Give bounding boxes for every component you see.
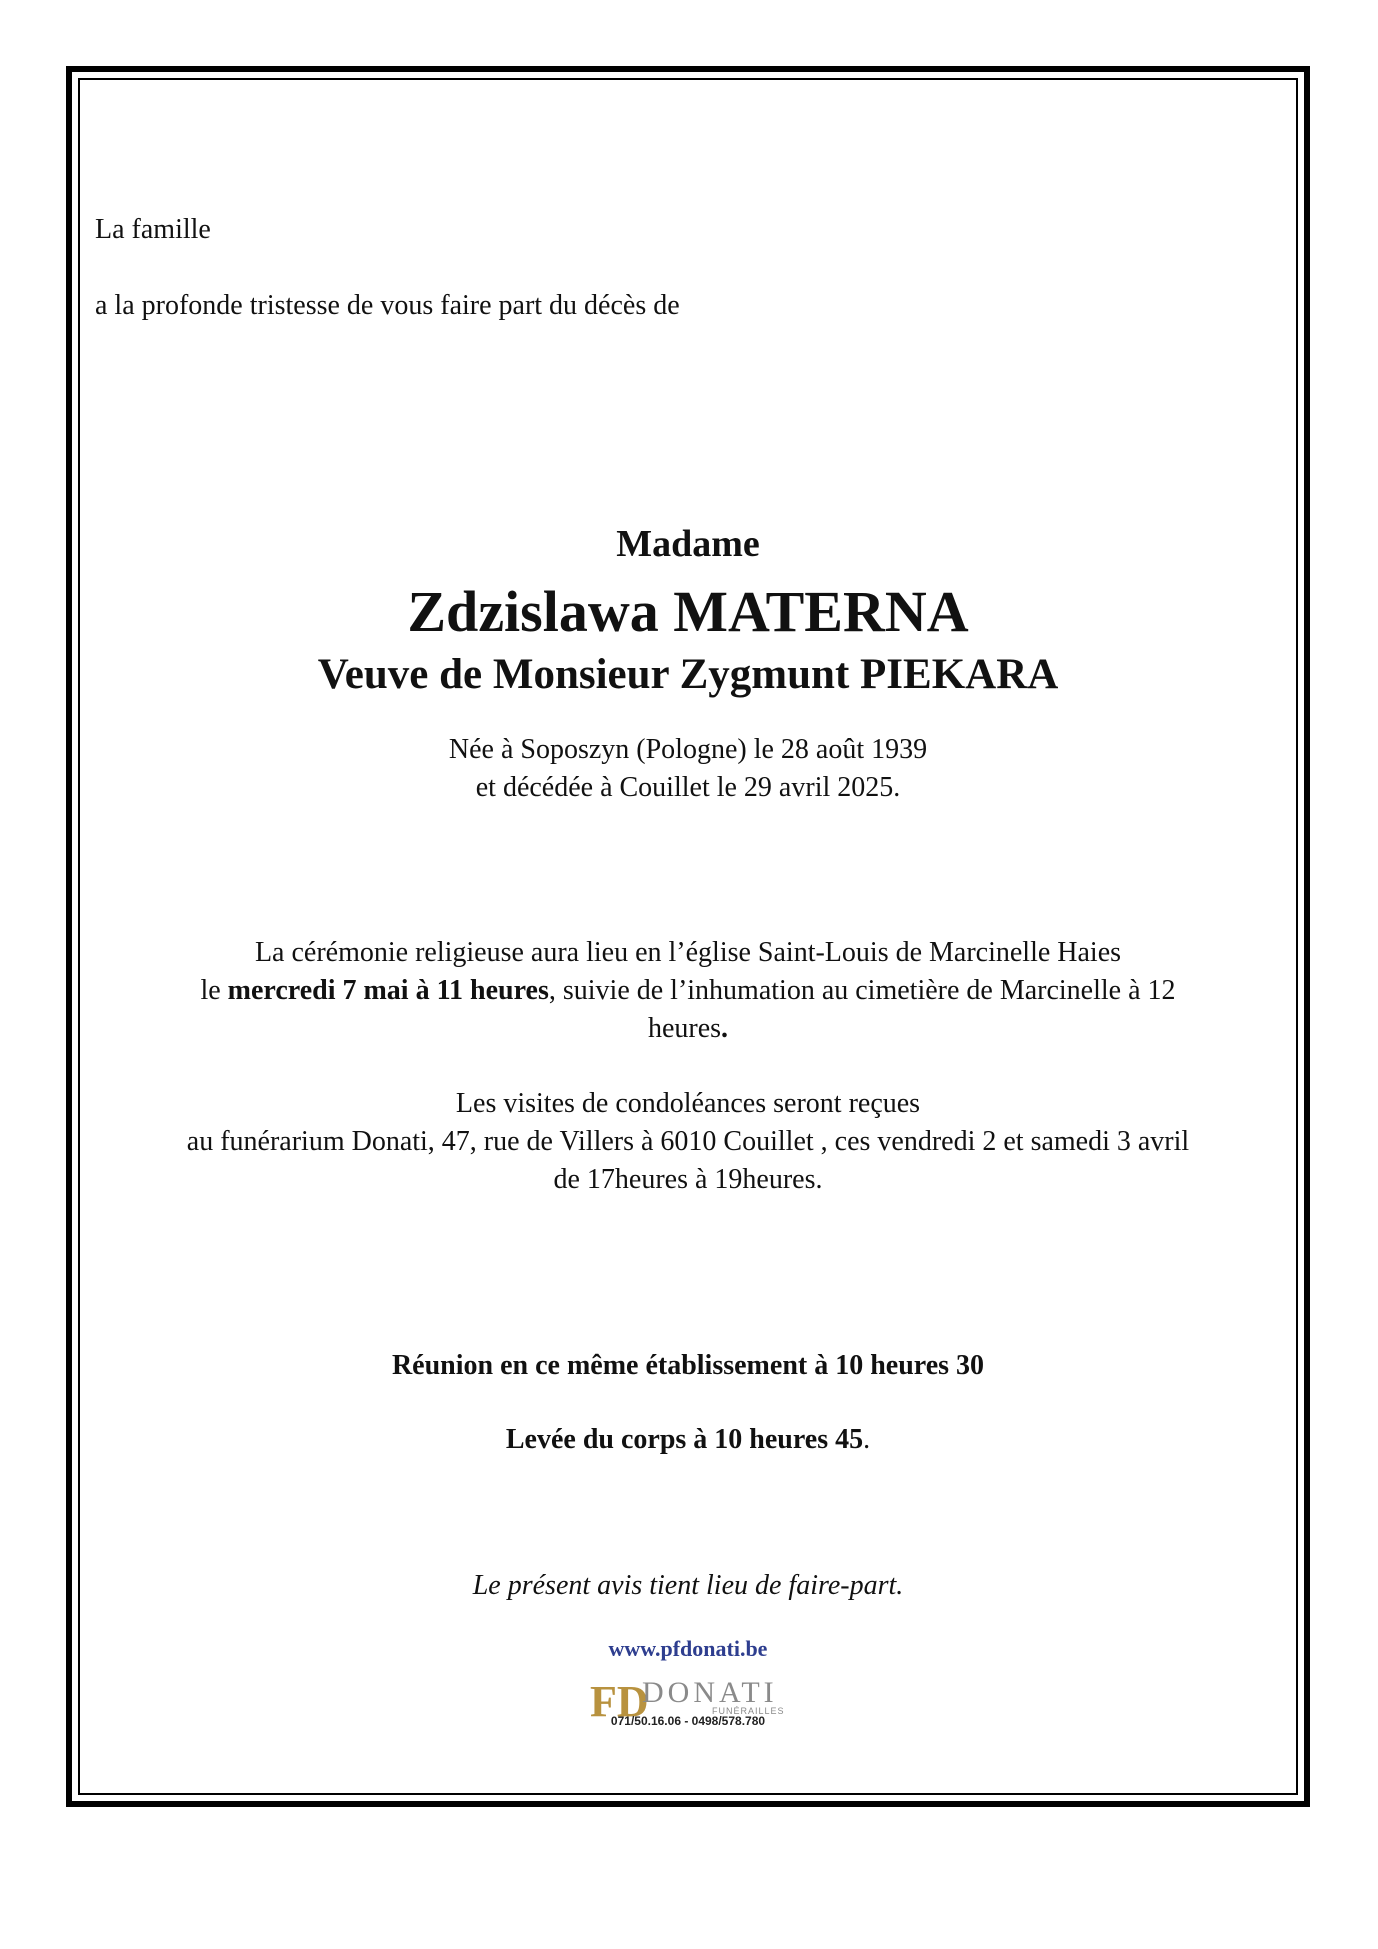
ceremony-hours: heures: [647, 1013, 722, 1044]
reunion-line: Réunion en ce même établissement à 10 heures 30: [391, 1350, 985, 1381]
notice-line: Le présent avis tient lieu de faire-part.: [472, 1570, 904, 1601]
visits-line-2: au funérarium Donati, 47, rue de Villers à 6010 Couillet , ces vendredi 2 et samedi 3 avril: [186, 1126, 1190, 1157]
visits-line-1: Les visites de condoléances seront reçues: [455, 1088, 921, 1119]
levee-text: Levée du corps à 10 heures 45: [505, 1424, 864, 1455]
ceremony-date-time: mercredi 7 mai à 11 heures: [227, 975, 549, 1006]
levee-line: [78, 1424, 1298, 1456]
deceased-dates: [78, 731, 1298, 807]
birth-line: Née à Soposzyn (Pologne) le 28 août 1939: [448, 734, 928, 765]
deceased-title: Madame: [616, 523, 760, 565]
deceased-name: Zdzislawa MATERNA: [407, 579, 969, 644]
visits-line-3: de 17heures à 19heures.: [553, 1164, 823, 1195]
phone-numbers: 071/50.16.06 - 0498/578.780: [610, 1714, 766, 1728]
ceremony-suffix: , suivie de l’inhumation au cimetière de Marcinelle à 12: [548, 975, 1176, 1006]
ceremony-paragraph: [78, 934, 1298, 1048]
intro-family: La famille: [95, 214, 211, 245]
deceased-widow-of: Veuve de Monsieur Zygmunt PIEKARA: [317, 651, 1059, 698]
ceremony-period: .: [721, 1013, 729, 1044]
ceremony-prefix: le: [200, 975, 228, 1006]
logo-subtitle: FUNÉRAILLES: [712, 1706, 785, 1716]
ceremony-line-2: [78, 972, 1298, 1010]
death-line: et décédée à Couillet le 29 avril 2025.: [475, 772, 901, 803]
logo-name: DONATI: [642, 1676, 778, 1709]
website-link[interactable]: www.pfdonati.be: [608, 1636, 768, 1661]
levee-period: .: [863, 1424, 871, 1455]
visits-paragraph: [78, 1085, 1298, 1199]
ceremony-line-1: La cérémonie religieuse aura lieu en l’église Saint-Louis de Marcinelle Haies: [254, 937, 1122, 968]
logo-monogram: FD: [590, 1677, 649, 1726]
ceremony-line-3: [78, 1010, 1298, 1048]
intro-announcement: a la profonde tristesse de vous faire part du décès de: [95, 290, 680, 321]
